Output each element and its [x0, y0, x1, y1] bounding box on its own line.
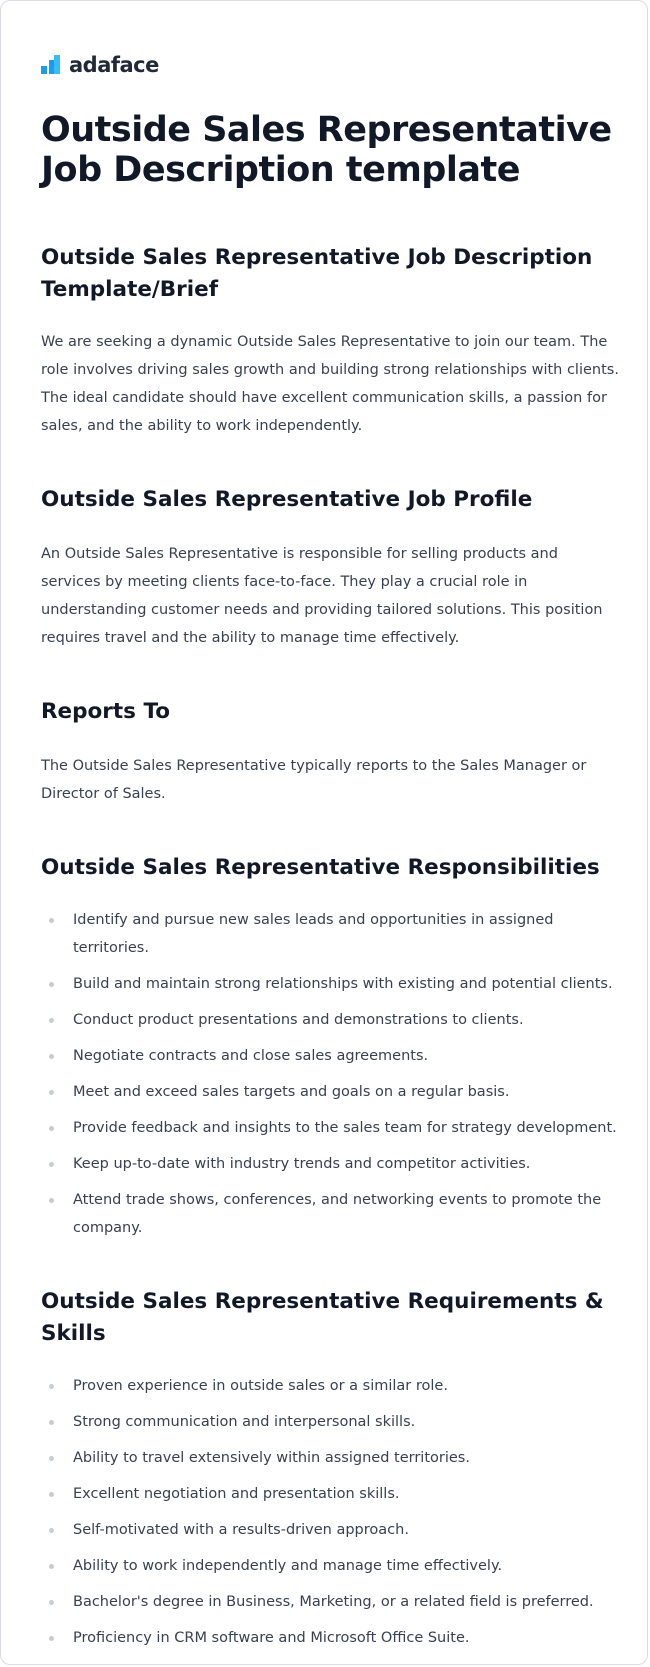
list-item: Build and maintain strong relationships with existing and potential clients.	[41, 970, 621, 998]
list-item: Excellent negotiation and presentation skills.	[41, 1480, 621, 1508]
list-item: Negotiate contracts and close sales agreements.	[41, 1042, 621, 1070]
list-item: Identify and pursue new sales leads and opportunities in assigned territories.	[41, 906, 621, 962]
bullet-icon	[49, 1162, 54, 1167]
bullet-icon	[49, 1018, 54, 1023]
page-title: Outside Sales Representative Job Description template	[41, 110, 612, 190]
bullet-icon	[49, 1492, 54, 1497]
bullet-icon	[49, 1198, 54, 1203]
adaface-logo-icon	[41, 54, 63, 76]
document-content	[41, 51, 621, 1660]
bullet-icon	[49, 1384, 54, 1389]
list-item: Keep up-to-date with industry trends and competitor activities.	[41, 1150, 621, 1178]
list-item: Proven experience in outside sales or a similar role.	[41, 1372, 621, 1400]
section-body: The Outside Sales Representative typically reports to the Sales Manager or Director of Sales.	[41, 758, 587, 802]
list-item: Ability to travel extensively within assigned territories.	[41, 1444, 621, 1472]
list-item: Self-motivated with a results-driven approach.	[41, 1516, 621, 1544]
responsibilities-list	[41, 906, 621, 1242]
bullet-icon	[49, 1420, 54, 1425]
section-job-profile	[41, 484, 621, 652]
section-heading: Outside Sales Representative Job Profile	[41, 487, 533, 512]
bullet-icon	[49, 1600, 54, 1605]
bullet-icon	[49, 918, 54, 923]
bullet-icon	[49, 1054, 54, 1059]
list-item: Ability to work independently and manage time effectively.	[41, 1552, 621, 1580]
list-item: Meet and exceed sales targets and goals on a regular basis.	[41, 1078, 621, 1106]
list-item: Attend trade shows, conferences, and networking events to promote the company.	[41, 1186, 621, 1242]
section-heading: Outside Sales Representative Job Description Template/Brief	[41, 245, 593, 302]
requirements-list	[41, 1372, 621, 1652]
section-body: An Outside Sales Representative is responsible for selling products and services by meeting clients face-to-face. They play a crucial role in understanding customer needs and providing tailored solutions. This position requires travel and the ability to manage time effectively.	[41, 546, 603, 646]
list-item: Strong communication and interpersonal skills.	[41, 1408, 621, 1436]
bullet-icon	[49, 1090, 54, 1095]
list-item: Proficiency in CRM software and Microsoft Office Suite.	[41, 1624, 621, 1652]
brand-name: adaface	[69, 53, 159, 77]
section-heading: Outside Sales Representative Requirements & Skills	[41, 1289, 604, 1346]
section-requirements	[41, 1286, 621, 1652]
bullet-icon	[49, 1636, 54, 1641]
section-heading: Outside Sales Representative Responsibilities	[41, 855, 600, 880]
list-item: Bachelor's degree in Business, Marketing, or a related field is preferred.	[41, 1588, 621, 1616]
section-reports-to	[41, 696, 621, 808]
section-responsibilities	[41, 852, 621, 1242]
bullet-icon	[49, 1126, 54, 1131]
bullet-icon	[49, 982, 54, 987]
section-template-brief	[41, 242, 621, 440]
section-body: We are seeking a dynamic Outside Sales Representative to join our team. The role involves driving sales growth and building strong relationships with clients. The ideal candidate should have excellent communication skills, a passion for sales, and the ability to work independently.	[41, 334, 619, 434]
list-item: Provide feedback and insights to the sales team for strategy development.	[41, 1114, 621, 1142]
list-item: Conduct product presentations and demonstrations to clients.	[41, 1006, 621, 1034]
bullet-icon	[49, 1528, 54, 1533]
bullet-icon	[49, 1456, 54, 1461]
bullet-icon	[49, 1564, 54, 1569]
brand-logo[interactable]	[41, 51, 621, 79]
section-heading: Reports To	[41, 699, 171, 724]
